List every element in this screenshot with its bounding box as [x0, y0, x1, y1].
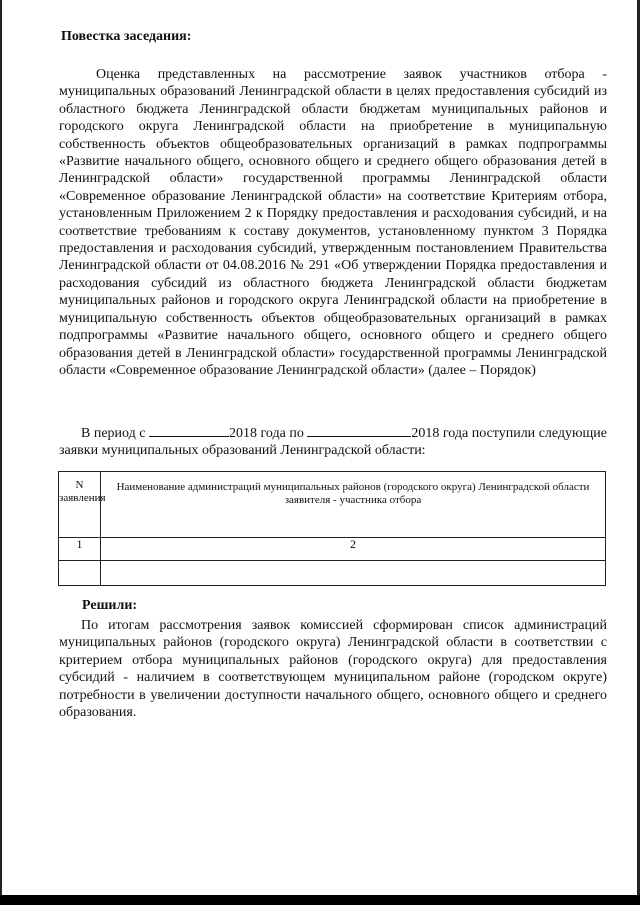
- table-cell: [59, 561, 101, 586]
- date-start-blank: [149, 424, 229, 437]
- decision-title: Решили:: [82, 598, 138, 613]
- table-cell: [101, 561, 606, 586]
- column-number-1: 1: [59, 538, 101, 561]
- column-number-2: 2: [101, 538, 606, 561]
- date-end-blank: [307, 424, 411, 437]
- table-numbering-row: [59, 538, 606, 561]
- period-year-end: 2018 года поступили следующие заявки муниципальных образований Ленинградской области:: [59, 426, 607, 459]
- period-paragraph: [59, 424, 607, 460]
- table-header-row: [59, 472, 606, 538]
- decision-paragraph: По итогам рассмотрения заявок комиссией сформирован список администраций муниципальных районов (городского округа) Ленинградской области в соответствии с критерием отбора муниципальных районов (городского округа) для предоставления субсидий - наличием в соответствующем муниципальном районе (городском округе) потребности в увеличении доступности начального общего, основного общего и среднего образования.: [59, 618, 607, 721]
- header-application-number: N заявления: [59, 472, 101, 538]
- period-prefix: В период с: [81, 426, 146, 441]
- table-row: [59, 561, 606, 586]
- applications-table: [58, 471, 606, 586]
- period-year-start: 2018 года по: [229, 426, 304, 441]
- agenda-title: Повестка заседания:: [61, 29, 192, 44]
- scan-edge-bottom: [0, 895, 640, 905]
- header-applicant-name: Наименование администраций муниципальных районов (городского округа) Ленинградской области заявителя - участника отбора: [101, 472, 606, 538]
- assessment-paragraph: Оценка представленных на рассмотрение заявок участников отбора - муниципальных образований Ленинградской области в целях предоставления субсидий из областного бюджета Ленинградской области бюджетам муниципальных районов и городского округа Ленинградской области на приобретение в муниципальную собственность объектов общеобразовательных организаций в рамках подпрограммы «Развитие начального общего, основного общего и среднего общего образования детей в Ленинградской области» государственной программы Ленинградской области «Современное образование Ленинградской области» на соответствие Критериям отбора, установленным Приложением 2 к Порядку предоставления и расходования субсидий, и на соответствие требованиям к составу документов, установленному пунктом 3 Порядка предоставления и расходования субсидий, утвержденным постановлением Правительства Ленинградской области от 04.08.2016 № 291 «Об утверждении Порядка предоставления и расходования субсидий из областного бюджета Ленинградской области бюджетам муниципальных районов и городского округа Ленинградской области на приобретение в муниципальную собственность объектов общеобразовательных организаций в рамках подпрограммы «Развитие начального общего, основного общего и среднего общего образования детей в Ленинградской области» государственной программы Ленинградской области «Современное образование Ленинградской области» (далее – Порядок): [59, 67, 607, 378]
- scan-edge-left: [0, 0, 2, 905]
